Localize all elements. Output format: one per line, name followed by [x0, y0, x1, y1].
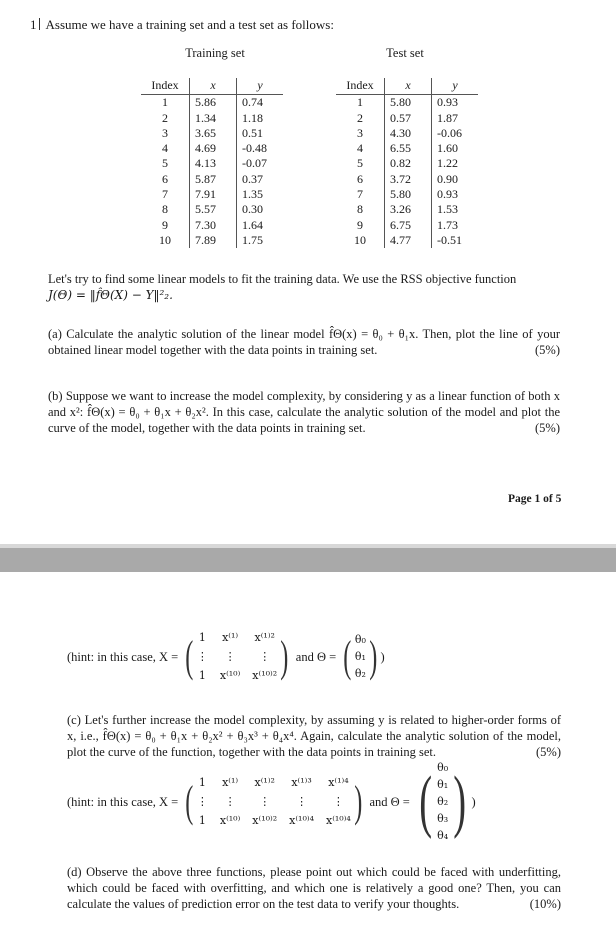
cell-x: 4.77	[385, 233, 432, 248]
cell-index: 8	[336, 202, 385, 217]
part-d-points: (10%)	[529, 897, 561, 911]
col-header-index: Index	[336, 78, 385, 95]
cell-x: 7.91	[190, 187, 237, 202]
hint-c-matrix-x: ( 1 x⁽¹⁾ x⁽¹⁾² x⁽¹⁾³ x⁽¹⁾⁴ ⋮ ⋮ ⋮ ⋮ ⋮ 1 x⁽¹⁰⁾ x⁽¹⁰⁾² x⁽¹⁰⁾⁴ x⁽¹⁰⁾⁴ )	[185, 776, 363, 827]
question-number: 1	[30, 17, 37, 32]
matrix-cell: 1	[198, 631, 206, 644]
cell-y: 0.37	[242, 171, 263, 186]
part-d	[67, 864, 561, 912]
col-header-y: y	[237, 78, 284, 95]
table-row	[336, 141, 478, 156]
part-d-text: (d) Observe the above three functions, please point out which could be faced with underfitting, which could be faced with overfitting, and which one is relatively a good one? Then, you can calculate the values of prediction error on the test data to verify your thoughts.	[67, 865, 561, 911]
cell-index: 4	[141, 141, 190, 156]
hint-b-prefix: (hint: in this case, X =	[67, 650, 179, 664]
table-row	[141, 95, 283, 111]
page-divider-band	[0, 548, 616, 572]
table-row	[336, 95, 478, 111]
question-intro	[30, 17, 334, 33]
part-b-text: (b) Suppose we want to increase the model complexity, by considering y as a linear function of both x and x²: f̂Θ(x) = θ₀ + θ₁x + θ₂x². In this case, calculate the analytic solution of the model and plot the curve of the model, together with the data points in training set.	[48, 389, 560, 435]
part-a	[48, 326, 560, 358]
matrix-cell: x⁽¹⁰⁾²	[252, 669, 278, 682]
cell-y: 0.93	[437, 187, 458, 202]
matrix-cell: ⋮	[196, 795, 208, 808]
table-row	[336, 187, 478, 202]
table-row	[141, 126, 283, 141]
col-header-index: Index	[141, 78, 190, 95]
table-row	[141, 233, 283, 248]
cell-index: 7	[336, 187, 385, 202]
table-row	[141, 156, 283, 171]
cell-index: 2	[336, 111, 385, 126]
hint-c-and-theta: and Θ =	[369, 795, 410, 809]
matrix-cell: x⁽¹⁾	[222, 776, 239, 789]
training-set-title: Training set	[185, 46, 245, 60]
cell-x: 5.86	[190, 95, 237, 111]
part-c	[67, 712, 561, 760]
table-row	[141, 172, 283, 187]
objective-formula: J(Θ) = ‖f̂Θ(X) − Y‖²₂.	[48, 288, 173, 302]
matrix-cell: ⋮	[259, 650, 271, 663]
training-table	[141, 78, 283, 248]
hint-c-suffix: )	[471, 795, 476, 809]
test-table	[336, 78, 478, 248]
cell-x: 5.80	[385, 187, 432, 202]
cell-index: 3	[336, 126, 385, 141]
cell-x: 7.30	[190, 218, 237, 233]
cell-y: 0.30	[242, 202, 263, 217]
cell-y: 1.35	[242, 187, 263, 202]
cell-y: 1.73	[437, 217, 458, 232]
matrix-cell: ⋮	[224, 650, 236, 663]
cell-x: 1.34	[190, 111, 237, 126]
matrix-cell: x⁽¹⁰⁾⁴	[325, 814, 351, 827]
part-b	[48, 388, 560, 436]
col-header-x: x	[190, 78, 237, 95]
hint-c-theta-vector: ( θ₀ θ₁ θ₂ θ₃ θ₄ )	[419, 761, 467, 842]
part-a-text: (a) Calculate the analytic solution of the linear model f̂Θ(x) = θ₀ + θ₁x. Then, plot the line of your obtained linear model together with the data points in training set.	[48, 327, 560, 357]
hint-c	[67, 760, 607, 844]
cell-x: 4.30	[385, 126, 432, 141]
objective-text: Let's try to find some linear models to fit the training data. We use the RSS objective function	[48, 272, 517, 286]
cell-index: 4	[336, 141, 385, 156]
cell-x: 5.87	[190, 172, 237, 187]
matrix-cell: ⋮	[296, 795, 308, 808]
objective-paragraph	[48, 271, 560, 303]
col-header-x: x	[385, 78, 432, 95]
table-row	[141, 141, 283, 156]
table-row	[141, 111, 283, 126]
table-row	[141, 187, 283, 202]
question-text: Assume we have a training set and a test set as follows:	[45, 17, 334, 32]
cell-y: 1.75	[242, 232, 263, 247]
matrix-cell: 1	[198, 814, 206, 827]
theta-entry: θ₂	[437, 795, 449, 808]
cell-index: 5	[336, 156, 385, 171]
theta-entry: θ₁	[437, 778, 449, 791]
theta-entry: θ₀	[354, 633, 366, 646]
cell-x: 3.72	[385, 172, 432, 187]
table-row	[336, 126, 478, 141]
hint-c-prefix: (hint: in this case, X =	[67, 795, 179, 809]
matrix-cell: x⁽¹⁾³	[291, 776, 312, 789]
cell-y: 1.87	[437, 110, 458, 125]
theta-entry: θ₀	[437, 761, 449, 774]
cell-y: 0.93	[437, 95, 458, 110]
matrix-cell: 1	[198, 669, 206, 682]
cell-index: 8	[141, 202, 190, 217]
table-row	[336, 202, 478, 217]
theta-entry: θ₁	[354, 650, 366, 663]
table-row	[336, 156, 478, 171]
matrix-cell: x⁽¹⁰⁾⁴	[289, 814, 314, 827]
hint-b	[67, 630, 587, 684]
cell-x: 3.65	[190, 126, 237, 141]
hint-b-and-theta: and Θ =	[295, 650, 337, 664]
test-table-header	[336, 78, 478, 95]
cell-y: 1.64	[242, 217, 263, 232]
matrix-cell: x⁽¹⁾⁴	[328, 776, 349, 789]
matrix-cell: x⁽¹⁾²	[254, 631, 275, 644]
cell-y: 0.90	[437, 171, 458, 186]
matrix-cell: x⁽¹⁾²	[254, 776, 275, 789]
cell-index: 9	[141, 218, 190, 233]
page-footer: Page 1 of 5	[508, 493, 562, 505]
cell-y: 1.22	[437, 156, 458, 171]
part-a-points: (5%)	[535, 343, 560, 357]
cell-x: 5.57	[190, 202, 237, 217]
cell-y: -0.48	[242, 141, 267, 156]
cell-x: 3.26	[385, 202, 432, 217]
cell-x: 6.75	[385, 218, 432, 233]
cell-x: 0.57	[385, 111, 432, 126]
table-row	[141, 218, 283, 233]
part-b-points: (5%)	[535, 421, 560, 435]
training-table-header	[141, 78, 283, 95]
matrix-cell: ⋮	[196, 650, 208, 663]
cell-y: 1.60	[437, 141, 458, 156]
matrix-cell: x⁽¹⁰⁾²	[252, 814, 278, 827]
hint-b-suffix: )	[380, 650, 385, 664]
cell-x: 0.82	[385, 156, 432, 171]
cell-y: -0.06	[437, 125, 462, 140]
cell-y: 0.51	[242, 125, 263, 140]
table-row	[336, 111, 478, 126]
cell-x: 5.80	[385, 95, 432, 111]
theta-entry: θ₃	[437, 812, 449, 825]
cell-index: 1	[336, 95, 385, 111]
cell-y: 0.74	[242, 95, 263, 110]
matrix-cell: 1	[198, 776, 206, 789]
part-c-text: (c) Let's further increase the model complexity, by assuming y is related to higher-order forms of x, i.e., f̂Θ(x) = θ₀ + θ₁x + θ₂x² + θ₃x³ + θ₄x⁴. Again, calculate the analytic solution of the model, plot the curve of the function, together with the data points in training set.	[67, 713, 561, 759]
part-c-points: (5%)	[536, 745, 561, 759]
cell-y: 1.53	[437, 202, 458, 217]
cell-index: 7	[141, 187, 190, 202]
matrix-cell: ⋮	[224, 795, 236, 808]
cell-index: 1	[141, 95, 190, 111]
table-row	[336, 172, 478, 187]
cell-index: 6	[141, 172, 190, 187]
test-set-title: Test set	[386, 46, 424, 60]
theta-entry: θ₂	[354, 667, 366, 680]
cell-x: 6.55	[385, 141, 432, 156]
hint-b-theta-vector: ( θ₀ θ₁ θ₂ )	[343, 632, 378, 681]
cell-index: 5	[141, 156, 190, 171]
cell-index: 10	[336, 233, 385, 248]
table-row	[336, 218, 478, 233]
table-row	[336, 233, 478, 248]
cell-index: 10	[141, 233, 190, 248]
matrix-cell: ⋮	[332, 795, 344, 808]
matrix-cell: ⋮	[259, 795, 271, 808]
cell-index: 3	[141, 126, 190, 141]
matrix-cell: x⁽¹⁰⁾	[219, 814, 241, 827]
cell-x: 4.69	[190, 141, 237, 156]
matrix-cell: x⁽¹⁰⁾	[219, 669, 241, 682]
cell-y: 1.18	[242, 110, 263, 125]
hint-b-matrix-x: ( 1 x⁽¹⁾ x⁽¹⁾² ⋮ ⋮ ⋮ 1 x⁽¹⁰⁾ x⁽¹⁰⁾² )	[185, 631, 289, 682]
cell-x: 7.89	[190, 233, 237, 248]
col-header-y: y	[432, 78, 479, 95]
table-row	[141, 202, 283, 217]
cell-index: 9	[336, 218, 385, 233]
theta-entry: θ₄	[437, 829, 449, 842]
matrix-cell: x⁽¹⁾	[222, 631, 239, 644]
cell-y: -0.51	[437, 232, 462, 247]
cell-index: 6	[336, 172, 385, 187]
cell-index: 2	[141, 111, 190, 126]
cell-x: 4.13	[190, 156, 237, 171]
cell-y: -0.07	[242, 156, 267, 171]
